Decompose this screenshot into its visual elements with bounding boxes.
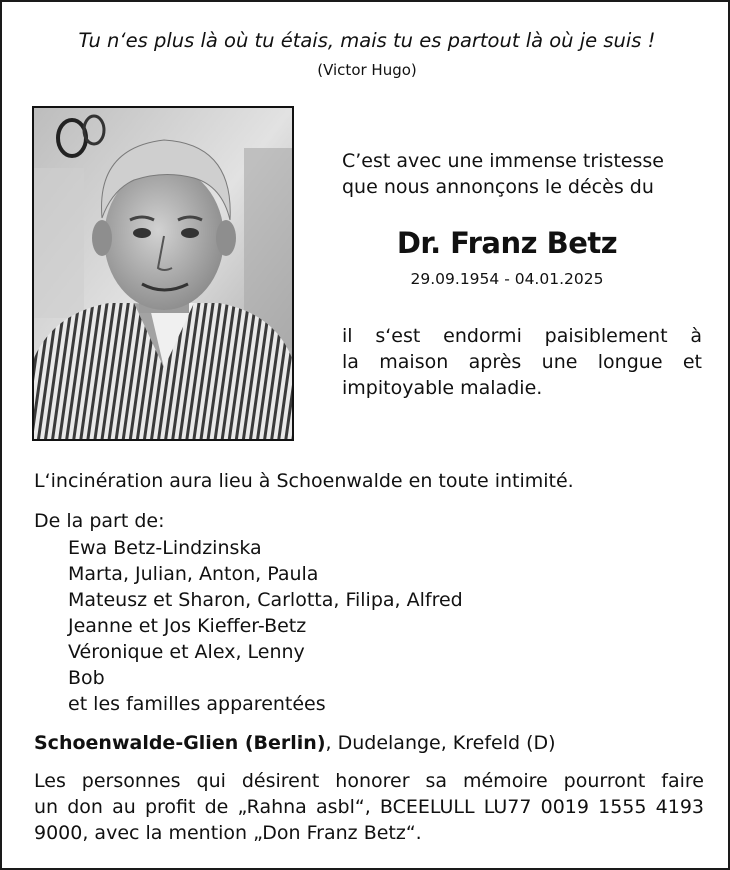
deceased-name: Dr. Franz Betz: [396, 226, 618, 260]
life-dates: 29.09.1954 - 04.01.2025: [410, 270, 604, 288]
places-bold: Schoenwalde-Glien (Berlin): [34, 732, 326, 754]
places-rest: , Dudelange, Krefeld (D): [325, 732, 556, 754]
portrait-illustration: [34, 108, 292, 439]
donation-info: [34, 768, 704, 846]
passing-line: il s‘est endormi paisiblement à: [342, 325, 702, 347]
announcement-intro: [342, 148, 712, 200]
donation-line: Les personnes qui désirent honorer sa mémoire pourront faire: [34, 770, 704, 792]
family-member: Mateusz et Sharon, Carlotta, Filipa, Alfred: [68, 589, 463, 611]
cremation-info: L‘incinération aura lieu à Schoenwalde en toute intimité.: [34, 470, 574, 492]
intro-line: C’est avec une immense tristesse: [342, 150, 664, 172]
family-list: [68, 535, 463, 717]
family-member: Véronique et Alex, Lenny: [68, 641, 305, 663]
passing-line: la maison après une longue et: [342, 351, 702, 373]
passing-statement: [342, 323, 702, 401]
places-line: [34, 730, 714, 756]
portrait-photo: [32, 106, 294, 441]
from-label: De la part de:: [34, 510, 165, 532]
family-member: Marta, Julian, Anton, Paula: [68, 563, 319, 585]
donation-line: un don au profit de „Rahna asbl“, BCEELULL LU77 0019 1555 4193: [34, 796, 704, 818]
intro-line: que nous annonçons le décès du: [342, 176, 654, 198]
donation-line: 9000, avec la mention „Don Franz Betz“.: [34, 822, 422, 844]
quote: Tu n‘es plus là où tu étais, mais tu es partout là où je suis !: [78, 29, 656, 52]
family-member: et les familles apparentées: [68, 693, 326, 715]
quote-author: (Victor Hugo): [317, 61, 417, 79]
family-member: Jeanne et Jos Kieffer-Betz: [68, 615, 307, 637]
family-member: Ewa Betz-Lindzinska: [68, 537, 262, 559]
family-member: Bob: [68, 667, 105, 689]
passing-line: impitoyable maladie.: [342, 377, 543, 399]
